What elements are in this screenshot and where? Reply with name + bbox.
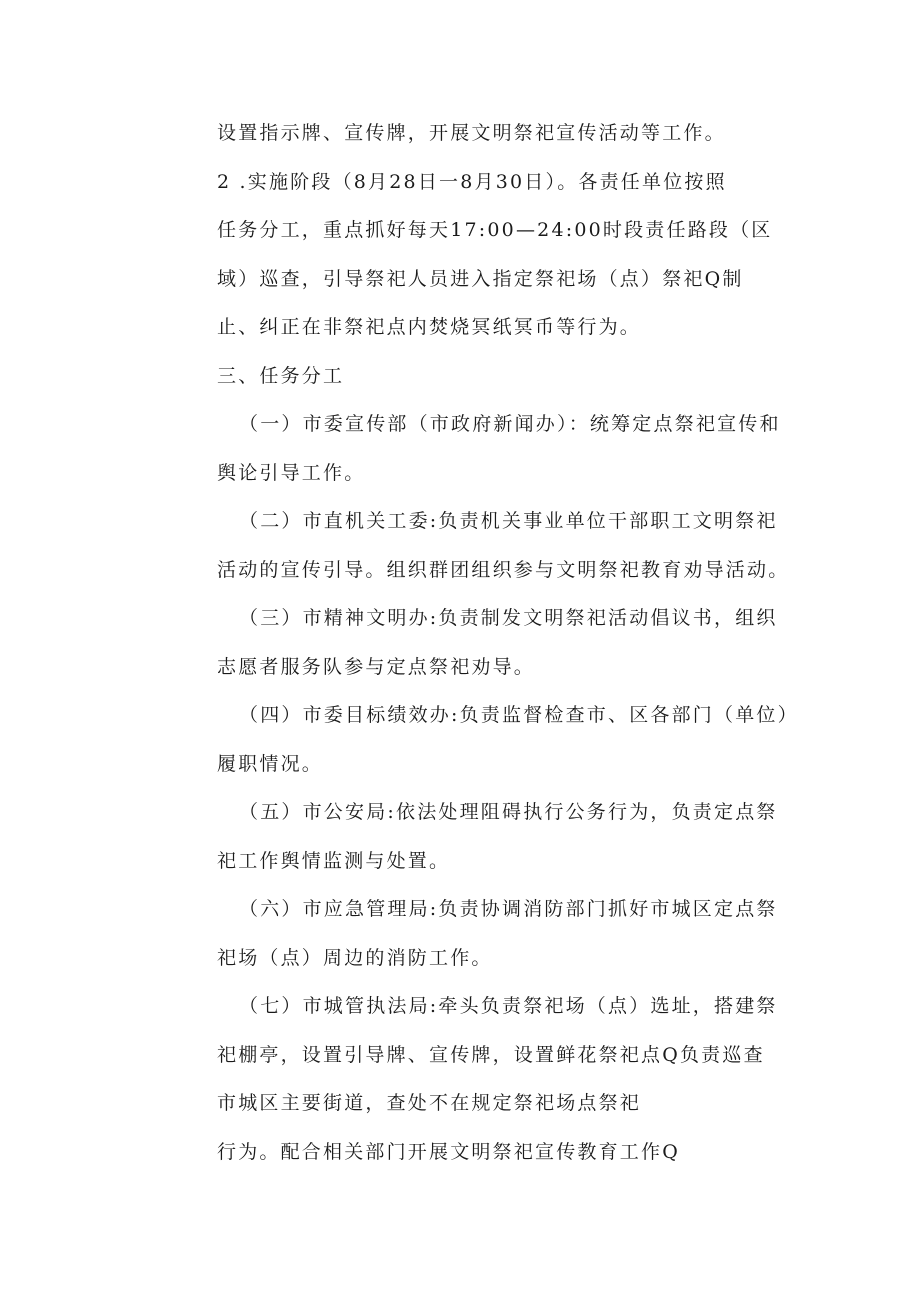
item-5-line-1: （五）市公安局:依法处理阻碍执行公务行为，负责定点祭 xyxy=(239,801,778,823)
text-line-5: 止、纠正在非祭祀点内焚烧冥纸冥币等行为。 xyxy=(217,316,642,338)
item-2-line-1: （二）市直机关工委:负责机关事业单位干部职工文明祭祀 xyxy=(239,510,778,532)
item-1-line-1: （一）市委宣传部（市政府新闻办）：统筹定点祭祀宣传和 xyxy=(239,413,781,435)
text-line-1: 设置指示牌、宣传牌，开展文明祭祀宣传活动等工作。 xyxy=(217,122,726,144)
text-line-3: 任务分工，重点抓好每天17:00—24:00时段责任路段（区 xyxy=(217,219,773,241)
text-line-4: 域）巡查，引导祭祀人员进入指定祭祀场（点）祭祀Q制 xyxy=(217,267,744,290)
item-5-line-2: 祀工作舆情监测与处置。 xyxy=(217,849,451,872)
item-7-line-4: 行为。配合相关部门开展文明祭祀宣传教育工作Q xyxy=(217,1140,680,1163)
section-heading: 三、任务分工 xyxy=(217,364,345,387)
item-7-line-1: （七）市城管执法局:牵头负责祭祀场（点）选址，搭建祭 xyxy=(239,995,778,1017)
item-3-line-1: （三）市精神文明办:负责制发文明祭祀活动倡议书，组织 xyxy=(239,607,778,629)
item-6-line-2: 祀场（点）周边的消防工作。 xyxy=(217,946,493,969)
item-3-line-2: 志愿者服务队参与定点祭祀劝导。 xyxy=(217,655,536,678)
document-body xyxy=(217,113,799,1180)
item-7-line-3: 市城区主要街道，查处不在规定祭祀场点祭祀 xyxy=(217,1092,642,1114)
item-4-line-2: 履职情况。 xyxy=(217,752,324,775)
item-7-line-2: 祀棚亭，设置引导牌、宣传牌，设置鲜花祭祀点Q负责巡查 xyxy=(217,1043,765,1066)
item-6-line-1: （六）市应急管理局:负责协调消防部门抓好市城区定点祭 xyxy=(239,898,778,920)
item-1-line-2: 舆论引导工作。 xyxy=(217,461,366,484)
item-2-line-2: 活动的宣传引导。组织群团组织参与文明祭祀教育劝导活动。 xyxy=(217,558,790,581)
item-4-line-1: （四）市委目标绩效办:负责监督检查市、区各部门（单位） xyxy=(239,704,799,726)
text-line-2: 2 .实施阶段（8月28日一8月30日）。各责任单位按照 xyxy=(217,170,727,193)
